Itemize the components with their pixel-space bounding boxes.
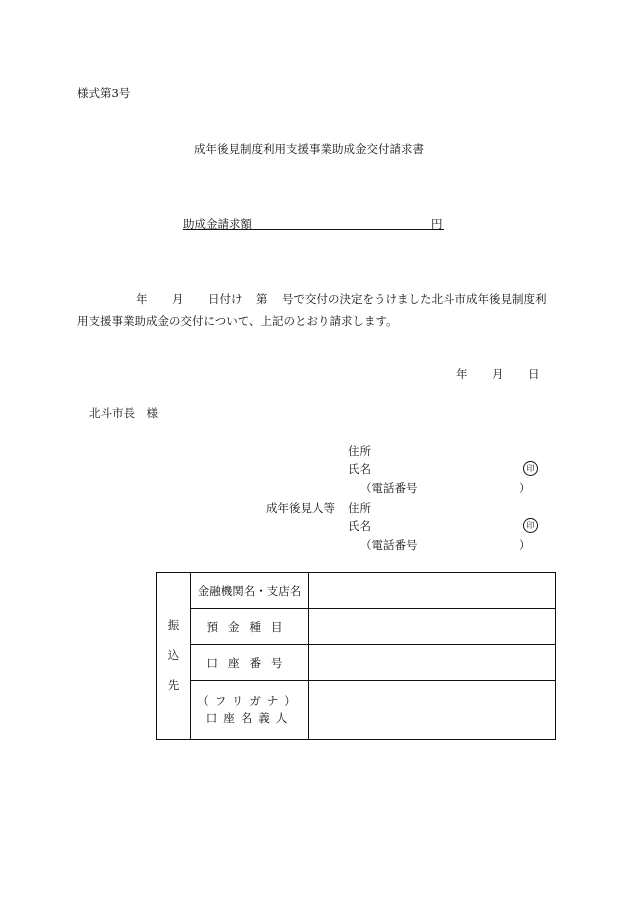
applicant-phone-open: （電話番号 xyxy=(360,481,418,495)
body-line1-rest: 号で交付の決定をうけました北斗市成年後見制度利 xyxy=(282,292,547,306)
amount-value-field[interactable] xyxy=(256,219,426,231)
applicant-phone-close: ） xyxy=(519,481,531,495)
account-holder-furigana: （フリガナ） xyxy=(197,693,302,708)
guardian-role-label: 成年後見人等 xyxy=(266,501,335,515)
date-day: 日 xyxy=(528,367,540,381)
body-day-dated: 日付け xyxy=(208,292,243,306)
transfer-char-3: 先 xyxy=(167,677,180,692)
applicant-address-label: 住所 xyxy=(348,444,371,458)
guardian-phone-open: （電話番号 xyxy=(360,538,418,552)
date-year: 年 xyxy=(456,367,468,381)
amount-unit: 円 xyxy=(431,217,443,231)
transfer-destination-label xyxy=(157,573,191,740)
date-month: 月 xyxy=(492,367,504,381)
account-number-value[interactable] xyxy=(309,645,556,681)
guardian-address-label: 住所 xyxy=(348,501,371,515)
account-holder-value[interactable] xyxy=(309,681,556,740)
account-number-label: 口座番号 xyxy=(191,645,309,681)
bank-branch-value[interactable] xyxy=(309,573,556,609)
deposit-type-value[interactable] xyxy=(309,609,556,645)
guardian-phone-close: ） xyxy=(519,538,531,552)
deposit-type-label: 預金種目 xyxy=(191,609,309,645)
body-year: 年 xyxy=(136,292,148,306)
body-month: 月 xyxy=(172,292,184,306)
addressee: 北斗市長 様 xyxy=(89,406,158,420)
account-holder-name-label: 口座名義人 xyxy=(205,711,294,725)
account-holder-label xyxy=(191,681,309,740)
bank-branch-label: 金融機関名・支店名 xyxy=(191,573,309,609)
amount-label: 助成金請求額 xyxy=(183,217,252,231)
guardian-name-label: 氏名 xyxy=(348,519,371,533)
form-number: 様式第3号 xyxy=(77,86,131,100)
bank-transfer-table xyxy=(156,572,556,740)
document-title: 成年後見制度利用支援事業助成金交付請求書 xyxy=(194,142,424,156)
applicant-name-label: 氏名 xyxy=(348,462,371,476)
body-line2: 用支援事業助成金の交付について、上記のとおり請求します。 xyxy=(77,314,398,328)
transfer-char-1: 振 xyxy=(167,618,180,633)
body-number-prefix: 第 xyxy=(256,292,268,306)
applicant-seal-icon: 印 xyxy=(523,461,538,476)
transfer-char-2: 込 xyxy=(167,648,180,663)
guardian-seal-icon: 印 xyxy=(523,518,538,533)
